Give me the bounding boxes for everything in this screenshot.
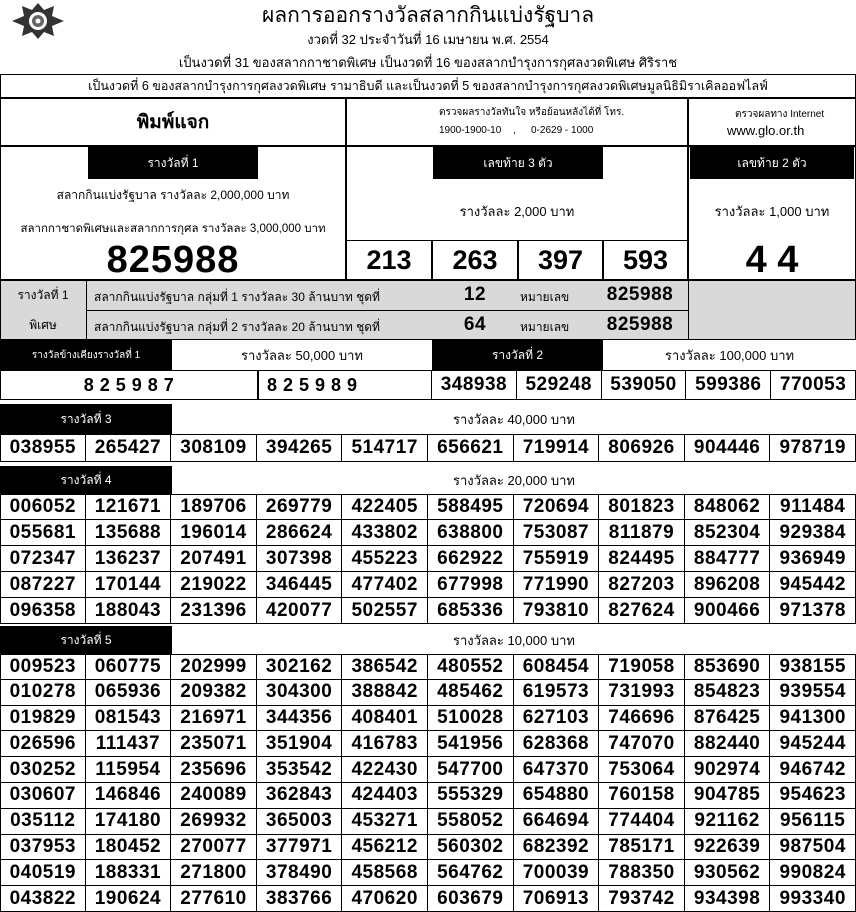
prize4-number: 055681 bbox=[0, 520, 86, 546]
prize3-number: 806926 bbox=[599, 434, 685, 462]
prize5-number: 882440 bbox=[685, 731, 771, 757]
prize5-number: 902974 bbox=[685, 757, 771, 783]
prize5-number: 956115 bbox=[770, 809, 856, 835]
prize4-number: 753087 bbox=[514, 520, 600, 546]
prize5-number: 209382 bbox=[171, 680, 257, 706]
prize5-number: 564762 bbox=[428, 860, 514, 886]
prize5-number: 037953 bbox=[0, 835, 86, 861]
near1-number: 8 2 5 9 8 7 bbox=[0, 370, 258, 400]
last2-number: 4 4 bbox=[745, 240, 799, 280]
prize5-number: 946742 bbox=[770, 757, 856, 783]
prize5-number: 647370 bbox=[514, 757, 600, 783]
prize1-number: 825988 bbox=[106, 240, 240, 280]
prize4-number: 929384 bbox=[770, 520, 856, 546]
prize5-number: 788350 bbox=[599, 860, 685, 886]
prize5-number: 793742 bbox=[599, 886, 685, 912]
phone-separator: , bbox=[513, 125, 516, 136]
prize5-number: 876425 bbox=[685, 706, 771, 732]
prize5-number: 922639 bbox=[685, 835, 771, 861]
prize4-number: 936949 bbox=[770, 546, 856, 572]
prize5-number: 416783 bbox=[342, 731, 428, 757]
prize4-number: 911484 bbox=[770, 494, 856, 520]
near1-reward: รางวัลละ 50,000 บาท bbox=[241, 347, 363, 363]
prize4-number: 188043 bbox=[86, 598, 172, 624]
prize5-number: 954623 bbox=[770, 783, 856, 809]
last2-label: เลขท้าย 2 ตัว bbox=[690, 147, 854, 179]
prize5-number: 010278 bbox=[0, 680, 86, 706]
special-row-set: 12 bbox=[463, 284, 487, 305]
prize5-number: 190624 bbox=[86, 886, 172, 912]
last3-label: เลขท้าย 3 ตัว bbox=[433, 147, 603, 179]
special-row-desc: สลากกินแบ่งรัฐบาล กลุ่มที่ 2 รางวัลละ 20 ล้านบาท ชุดที่ bbox=[94, 320, 380, 334]
prize4-number: 433802 bbox=[342, 520, 428, 546]
prize5-number: 682392 bbox=[514, 835, 600, 861]
prize5-number: 854823 bbox=[685, 680, 771, 706]
prize3-number: 038955 bbox=[0, 434, 86, 462]
prize5-number: 753064 bbox=[599, 757, 685, 783]
prize4-number: 219022 bbox=[171, 572, 257, 598]
prize5-number: 009523 bbox=[0, 654, 86, 680]
prize4-number: 269779 bbox=[257, 494, 343, 520]
prize5-number: 026596 bbox=[0, 731, 86, 757]
prize5-number: 458568 bbox=[342, 860, 428, 886]
prize1-desc-2: สลากกาชาดพิเศษและสลากการกุศล รางวัลละ 3,000,000 บาท bbox=[20, 223, 326, 235]
prize5-number: 560302 bbox=[428, 835, 514, 861]
prize5-number: 541956 bbox=[428, 731, 514, 757]
prize5-number: 706913 bbox=[514, 886, 600, 912]
prize4-reward: รางวัลละ 20,000 บาท bbox=[453, 472, 575, 488]
special-row-number-label: หมายเลข bbox=[520, 290, 570, 304]
last3-reward: รางวัลละ 2,000 บาท bbox=[459, 203, 575, 219]
prize5-number: 377971 bbox=[257, 835, 343, 861]
prize1-label: รางวัลที่ 1 bbox=[88, 147, 258, 179]
prize5-number: 302162 bbox=[257, 654, 343, 680]
prize5-number: 654880 bbox=[514, 783, 600, 809]
prize5-number: 030252 bbox=[0, 757, 86, 783]
prize5-label: รางวัลที่ 5 bbox=[0, 626, 172, 654]
prize4-number: 477402 bbox=[342, 572, 428, 598]
prize5-number: 174180 bbox=[86, 809, 172, 835]
prize2-label: รางวัลที่ 2 bbox=[432, 340, 603, 370]
prize5-number: 388842 bbox=[342, 680, 428, 706]
prize5-number: 987504 bbox=[770, 835, 856, 861]
prize4-number: 087227 bbox=[0, 572, 86, 598]
prize5-number: 746696 bbox=[599, 706, 685, 732]
last3-number: 397 bbox=[518, 240, 603, 280]
prize3-number: 265427 bbox=[86, 434, 172, 462]
prize5-number: 422430 bbox=[342, 757, 428, 783]
prize5-number: 456212 bbox=[342, 835, 428, 861]
prize5-number: 747070 bbox=[599, 731, 685, 757]
last3-number: 593 bbox=[603, 240, 688, 280]
prize5-number: 547700 bbox=[428, 757, 514, 783]
prize5-number: 921162 bbox=[685, 809, 771, 835]
prize5-number: 627103 bbox=[514, 706, 600, 732]
prize4-number: 793810 bbox=[514, 598, 600, 624]
prize5-number: 480552 bbox=[428, 654, 514, 680]
prize4-number: 170144 bbox=[86, 572, 172, 598]
phone-number-1: 1900-1900-10 bbox=[439, 125, 502, 136]
prize4-number: 900466 bbox=[685, 598, 771, 624]
prize3-number: 978719 bbox=[770, 434, 856, 462]
last2-reward: รางวัลละ 1,000 บาท bbox=[714, 203, 830, 219]
special-row-desc: สลากกินแบ่งรัฐบาล กลุ่มที่ 1 รางวัลละ 30 ล้านบาท ชุดที่ bbox=[94, 290, 380, 304]
prize5-number: 453271 bbox=[342, 809, 428, 835]
prize5-number: 990824 bbox=[770, 860, 856, 886]
print-label: พิมพ์แจก bbox=[0, 98, 346, 146]
prize4-label: รางวัลที่ 4 bbox=[0, 466, 172, 494]
prize4-number: 852304 bbox=[685, 520, 771, 546]
page-title: ผลการออกรางวัลสลากกินแบ่งรัฐบาล bbox=[261, 3, 595, 27]
prize4-number: 207491 bbox=[171, 546, 257, 572]
prize5-number: 271800 bbox=[171, 860, 257, 886]
special-row-number: 825988 bbox=[606, 314, 674, 335]
prize5-number: 558052 bbox=[428, 809, 514, 835]
prize4-number: 848062 bbox=[685, 494, 771, 520]
prize3-number: 904446 bbox=[685, 434, 771, 462]
prize2-number: 348938 bbox=[432, 370, 517, 400]
prize2-number: 539050 bbox=[602, 370, 687, 400]
prize4-number: 884777 bbox=[685, 546, 771, 572]
prize3-reward: รางวัลละ 40,000 บาท bbox=[453, 411, 575, 427]
prize5-number: 485462 bbox=[428, 680, 514, 706]
special-row-set: 64 bbox=[463, 314, 487, 335]
prize4-number: 945442 bbox=[770, 572, 856, 598]
prize5-number: 853690 bbox=[685, 654, 771, 680]
prize4-number: 196014 bbox=[171, 520, 257, 546]
prize4-number: 677998 bbox=[428, 572, 514, 598]
prize5-number: 115954 bbox=[86, 757, 172, 783]
prize2-reward: รางวัลละ 100,000 บาท bbox=[664, 347, 795, 363]
prize5-number: 945244 bbox=[770, 731, 856, 757]
prize5-number: 785171 bbox=[599, 835, 685, 861]
prize5-number: 351904 bbox=[257, 731, 343, 757]
prize4-number: 827203 bbox=[599, 572, 685, 598]
prize5-number: 731993 bbox=[599, 680, 685, 706]
prize4-number: 006052 bbox=[0, 494, 86, 520]
prize4-number: 971378 bbox=[770, 598, 856, 624]
prize5-number: 664694 bbox=[514, 809, 600, 835]
phone-number-2: 0-2629 - 1000 bbox=[531, 125, 594, 136]
phone-box bbox=[346, 98, 688, 146]
internet-label: ตรวจผลทาง Internet bbox=[735, 109, 825, 120]
prize5-number: 035112 bbox=[0, 809, 86, 835]
last3-number: 263 bbox=[432, 240, 518, 280]
prize4-number: 231396 bbox=[171, 598, 257, 624]
prize2-number: 599386 bbox=[686, 370, 771, 400]
last3-number: 213 bbox=[346, 240, 432, 280]
prize5-number: 904785 bbox=[685, 783, 771, 809]
prize5-number: 608454 bbox=[514, 654, 600, 680]
prize4-number: 771990 bbox=[514, 572, 600, 598]
prize5-number: 930562 bbox=[685, 860, 771, 886]
prize5-number: 938155 bbox=[770, 654, 856, 680]
prize5-number: 180452 bbox=[86, 835, 172, 861]
prize4-number: 685336 bbox=[428, 598, 514, 624]
prize5-number: 628368 bbox=[514, 731, 600, 757]
prize4-number: 801823 bbox=[599, 494, 685, 520]
prize2-number: 529248 bbox=[517, 370, 602, 400]
prize5-number: 362843 bbox=[257, 783, 343, 809]
prize5-number: 040519 bbox=[0, 860, 86, 886]
prize5-number: 344356 bbox=[257, 706, 343, 732]
prize5-number: 700039 bbox=[514, 860, 600, 886]
prize5-number: 240089 bbox=[171, 783, 257, 809]
prize3-number: 656621 bbox=[428, 434, 514, 462]
prize4-number: 189706 bbox=[171, 494, 257, 520]
prize4-number: 096358 bbox=[0, 598, 86, 624]
prize5-number: 760158 bbox=[599, 783, 685, 809]
near1-label: รางวัลข้างเคียงรางวัลที่ 1 bbox=[0, 340, 172, 370]
prize4-number: 346445 bbox=[257, 572, 343, 598]
prize5-number: 081543 bbox=[86, 706, 172, 732]
prize5-number: 555329 bbox=[428, 783, 514, 809]
prize1-desc-1: สลากกินแบ่งรัฐบาล รางวัลละ 2,000,000 บาท bbox=[56, 187, 290, 202]
prize2-number: 770053 bbox=[771, 370, 856, 400]
special-label-2: พิเศษ bbox=[29, 317, 57, 332]
prize5-number: 019829 bbox=[0, 706, 86, 732]
draw-info-line-3: เป็นงวดที่ 6 ของสลากบำรุงการกุศลงวดพิเศษ รามาธิบดี และเป็นงวดที่ 5 ของสลากบำรุงการกุศลงวดพิเศษมูลนิธิมิราเคิลออฟไลฟ์ bbox=[0, 74, 856, 98]
prize5-number: 424403 bbox=[342, 783, 428, 809]
draw-info-line-2: เป็นงวดที่ 31 ของสลากกาชาดพิเศษ เป็นงวดที่ 16 ของสลากบำรุงการกุศลงวดพิเศษ ศิริราช bbox=[178, 54, 678, 70]
prize5-number: 060775 bbox=[86, 654, 172, 680]
prize5-number: 719058 bbox=[599, 654, 685, 680]
prize4-number: 455223 bbox=[342, 546, 428, 572]
prize5-number: 043822 bbox=[0, 886, 86, 912]
prize5-number: 270077 bbox=[171, 835, 257, 861]
prize5-number: 365003 bbox=[257, 809, 343, 835]
prize5-number: 993340 bbox=[770, 886, 856, 912]
prize4-number: 827624 bbox=[599, 598, 685, 624]
prize5-reward: รางวัลละ 10,000 บาท bbox=[453, 632, 575, 648]
prize5-number: 603679 bbox=[428, 886, 514, 912]
prize5-number: 378490 bbox=[257, 860, 343, 886]
prize4-number: 824495 bbox=[599, 546, 685, 572]
prize5-number: 235696 bbox=[171, 757, 257, 783]
prize4-number: 720694 bbox=[514, 494, 600, 520]
prize3-number: 514717 bbox=[342, 434, 428, 462]
special-divider bbox=[688, 280, 689, 340]
prize4-number: 135688 bbox=[86, 520, 172, 546]
prize5-number: 774404 bbox=[599, 809, 685, 835]
prize5-number: 383766 bbox=[257, 886, 343, 912]
prize5-number: 202999 bbox=[171, 654, 257, 680]
prize4-number: 502557 bbox=[342, 598, 428, 624]
prize4-number: 588495 bbox=[428, 494, 514, 520]
special-label-1: รางวัลที่ 1 bbox=[17, 287, 69, 302]
prize5-number: 619573 bbox=[514, 680, 600, 706]
prize5-number: 277610 bbox=[171, 886, 257, 912]
special-row-number: 825988 bbox=[606, 284, 674, 305]
prize4-number: 420077 bbox=[257, 598, 343, 624]
prize4-number: 811879 bbox=[599, 520, 685, 546]
prize4-number: 896208 bbox=[685, 572, 771, 598]
prize5-number: 111437 bbox=[86, 731, 172, 757]
prize4-number: 072347 bbox=[0, 546, 86, 572]
prize4-number: 662922 bbox=[428, 546, 514, 572]
prize4-number: 422405 bbox=[342, 494, 428, 520]
internet-box bbox=[688, 98, 856, 146]
prize3-label: รางวัลที่ 3 bbox=[0, 404, 172, 434]
near1-number: 8 2 5 9 8 9 bbox=[258, 370, 432, 400]
prize3-number: 394265 bbox=[257, 434, 343, 462]
prize5-number: 939554 bbox=[770, 680, 856, 706]
prize5-number: 188331 bbox=[86, 860, 172, 886]
prize5-number: 030607 bbox=[0, 783, 86, 809]
prize5-number: 408401 bbox=[342, 706, 428, 732]
prize5-number: 146846 bbox=[86, 783, 172, 809]
prize5-number: 934398 bbox=[685, 886, 771, 912]
prize5-number: 304300 bbox=[257, 680, 343, 706]
prize3-number: 308109 bbox=[171, 434, 257, 462]
prize5-number: 470620 bbox=[342, 886, 428, 912]
prize5-number: 353542 bbox=[257, 757, 343, 783]
special-row-divider bbox=[86, 310, 688, 311]
prize4-number: 286624 bbox=[257, 520, 343, 546]
prize3-number: 719914 bbox=[514, 434, 600, 462]
prize4-number: 307398 bbox=[257, 546, 343, 572]
prize5-number: 386542 bbox=[342, 654, 428, 680]
special-row-number-label: หมายเลข bbox=[520, 320, 570, 334]
prize5-number: 510028 bbox=[428, 706, 514, 732]
website-link[interactable]: www.glo.or.th bbox=[727, 123, 805, 138]
prize4-number: 755919 bbox=[514, 546, 600, 572]
prize4-number: 121671 bbox=[86, 494, 172, 520]
prize4-number: 136237 bbox=[86, 546, 172, 572]
prize4-number: 638800 bbox=[428, 520, 514, 546]
prize5-number: 235071 bbox=[171, 731, 257, 757]
prize5-number: 065936 bbox=[86, 680, 172, 706]
draw-info: งวดที่ 32 ประจำวันที่ 16 เมษายน พ.ศ. 2554 bbox=[307, 31, 549, 47]
phone-label: ตรวจผลรางวัลทันใจ หรือย้อนหลังได้ที่ โทร. bbox=[439, 107, 625, 118]
prize5-number: 269932 bbox=[171, 809, 257, 835]
prize5-number: 216971 bbox=[171, 706, 257, 732]
prize5-number: 941300 bbox=[770, 706, 856, 732]
